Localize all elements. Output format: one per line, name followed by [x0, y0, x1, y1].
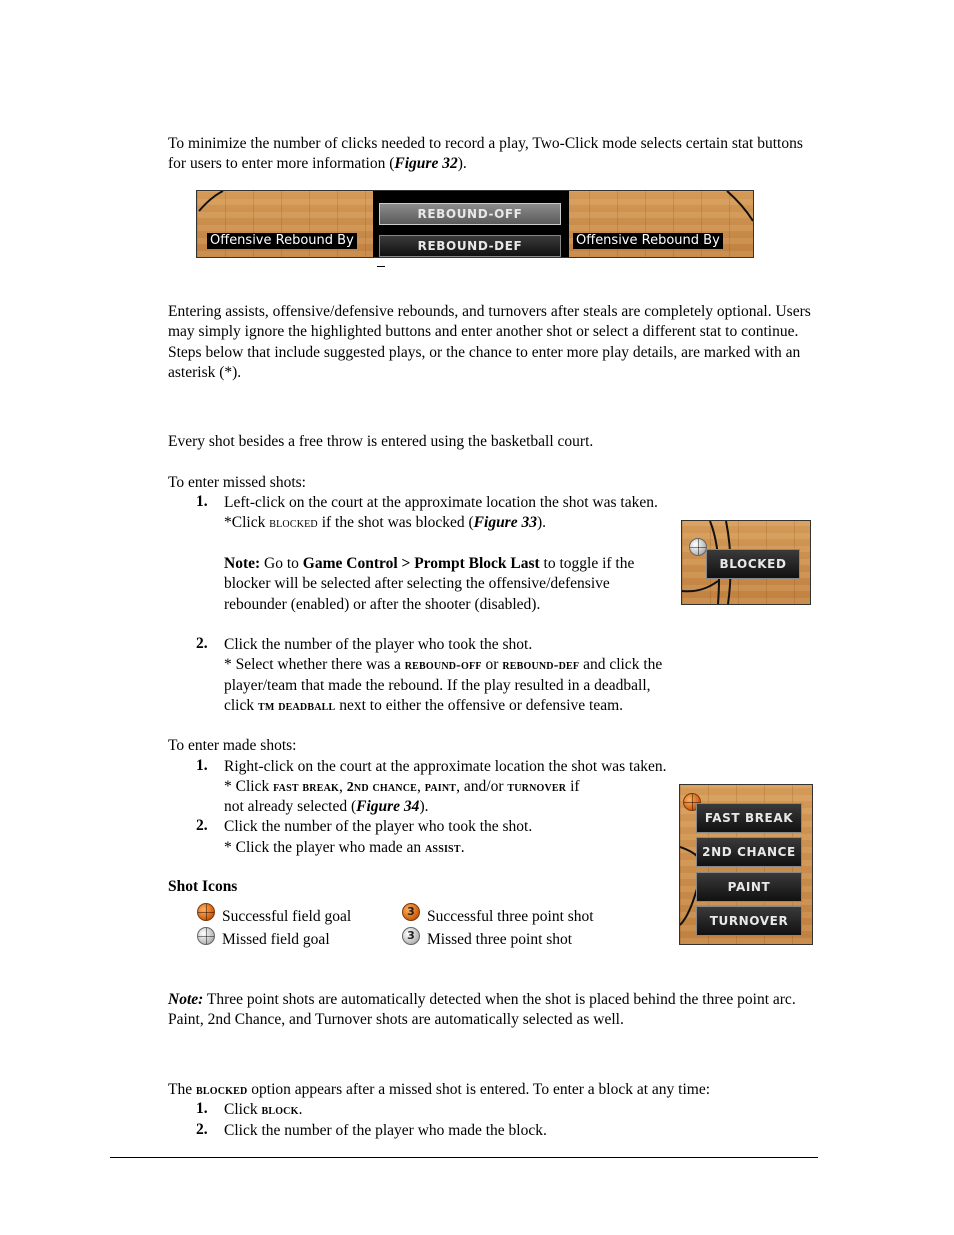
missed-step1: Left-click on the court at the approximate location the shot was taken.: [224, 494, 658, 511]
block-step2-number: 2.: [196, 1121, 208, 1138]
rebound-def-button[interactable]: REBOUND-DEF: [379, 235, 561, 257]
blocked-button[interactable]: BLOCKED: [706, 549, 800, 579]
figure-32-dash: [377, 266, 385, 267]
missed-step2-sub: * Select whether there was a rebound-off or rebound-def and click the: [224, 656, 663, 673]
figure-32-rebound-panel: [196, 190, 754, 258]
missed-field-goal-icon: [197, 927, 215, 945]
missed-ball-icon: [689, 538, 707, 556]
shot-icons-heading: Shot Icons: [168, 878, 238, 895]
fast-break-button[interactable]: FAST BREAK: [696, 803, 802, 833]
missed-field-goal-label: Missed field goal: [222, 931, 330, 948]
made-step1-number: 1.: [196, 757, 208, 774]
missed-step2-line2: player/team that made the rebound. If the play resulted in a deadball,: [224, 677, 651, 694]
made-step1-sub-line2: not already selected (Figure 34).: [224, 798, 429, 815]
offensive-rebound-by-right[interactable]: Offensive Rebound By: [573, 233, 723, 249]
optional-paragraph: Entering assists, offensive/defensive rebounds, and turnovers after steals are completely optional. Users may simply ignore the highlighted buttons and enter another shot or select a different stat to continue. Steps below that include suggested plays, or the chance to enter more play details, are marked with an asterisk (*).: [168, 303, 811, 381]
rebound-off-button[interactable]: REBOUND-OFF: [379, 203, 561, 225]
figure-33-blocked-panel: [681, 520, 811, 605]
missed-note-line2: blocker will be selected after selecting the offensive/defensive: [224, 575, 610, 592]
successful-field-goal-label: Successful field goal: [222, 908, 352, 925]
made-intro: To enter made shots:: [168, 737, 297, 754]
successful-three-point-label: Successful three point shot: [427, 908, 594, 925]
intro-paragraph: To minimize the number of clicks needed to record a play, Two-Click mode selects certain stat buttons for users to enter more information (Figure 32).: [168, 135, 803, 173]
block-step2: Click the number of the player who made the block.: [224, 1122, 547, 1139]
missed-step2-line3: click tm deadball next to either the offensive or defensive team.: [224, 697, 624, 714]
three-point-note: Note: Three point shots are automatically detected when the shot is placed behind the three point arc. Paint, 2nd Chance, and Turnover shots are automatically selected as well.: [168, 991, 796, 1029]
missed-intro: To enter missed shots:: [168, 474, 306, 491]
successful-three-point-icon: 3: [402, 903, 420, 921]
missed-note-line3: rebounder (enabled) or after the shooter (disabled).: [224, 596, 541, 613]
block-step1: Click block.: [224, 1101, 303, 1118]
missed-step2-number: 2.: [196, 635, 208, 652]
offensive-rebound-by-left[interactable]: Offensive Rebound By: [207, 233, 357, 249]
missed-three-point-label: Missed three point shot: [427, 931, 573, 948]
made-step1-sub: * Click fast break, 2nd chance, paint, and/or turnover if: [224, 778, 580, 795]
court-paragraph: Every shot besides a free throw is entered using the basketball court.: [168, 433, 594, 450]
paint-button[interactable]: PAINT: [696, 872, 802, 902]
made-step2: Click the number of the player who took the shot.: [224, 818, 533, 835]
missed-step1-number: 1.: [196, 493, 208, 510]
made-step2-number: 2.: [196, 817, 208, 834]
made-step1: Right-click on the court at the approximate location the shot was taken.: [224, 758, 667, 775]
missed-step2: Click the number of the player who took the shot.: [224, 636, 533, 653]
figure-ref: Figure 32: [394, 155, 458, 173]
figure-34-made-panel: [679, 784, 813, 945]
block-step1-number: 1.: [196, 1100, 208, 1117]
made-step2-sub: * Click the player who made an assist.: [224, 839, 465, 856]
missed-three-point-icon: 3: [402, 927, 420, 945]
block-paragraph: The blocked option appears after a missed shot is entered. To enter a block at any time:: [168, 1081, 711, 1098]
2nd-chance-button[interactable]: 2ND CHANCE: [696, 837, 802, 867]
successful-field-goal-icon: [197, 903, 215, 921]
missed-step1-sub: *Click blocked if the shot was blocked (Figure 33).: [224, 514, 547, 531]
footer-rule: [110, 1157, 818, 1158]
turnover-button[interactable]: TURNOVER: [696, 906, 802, 936]
missed-note-line1: Note: Go to Game Control > Prompt Block Last to toggle if the: [224, 555, 635, 572]
